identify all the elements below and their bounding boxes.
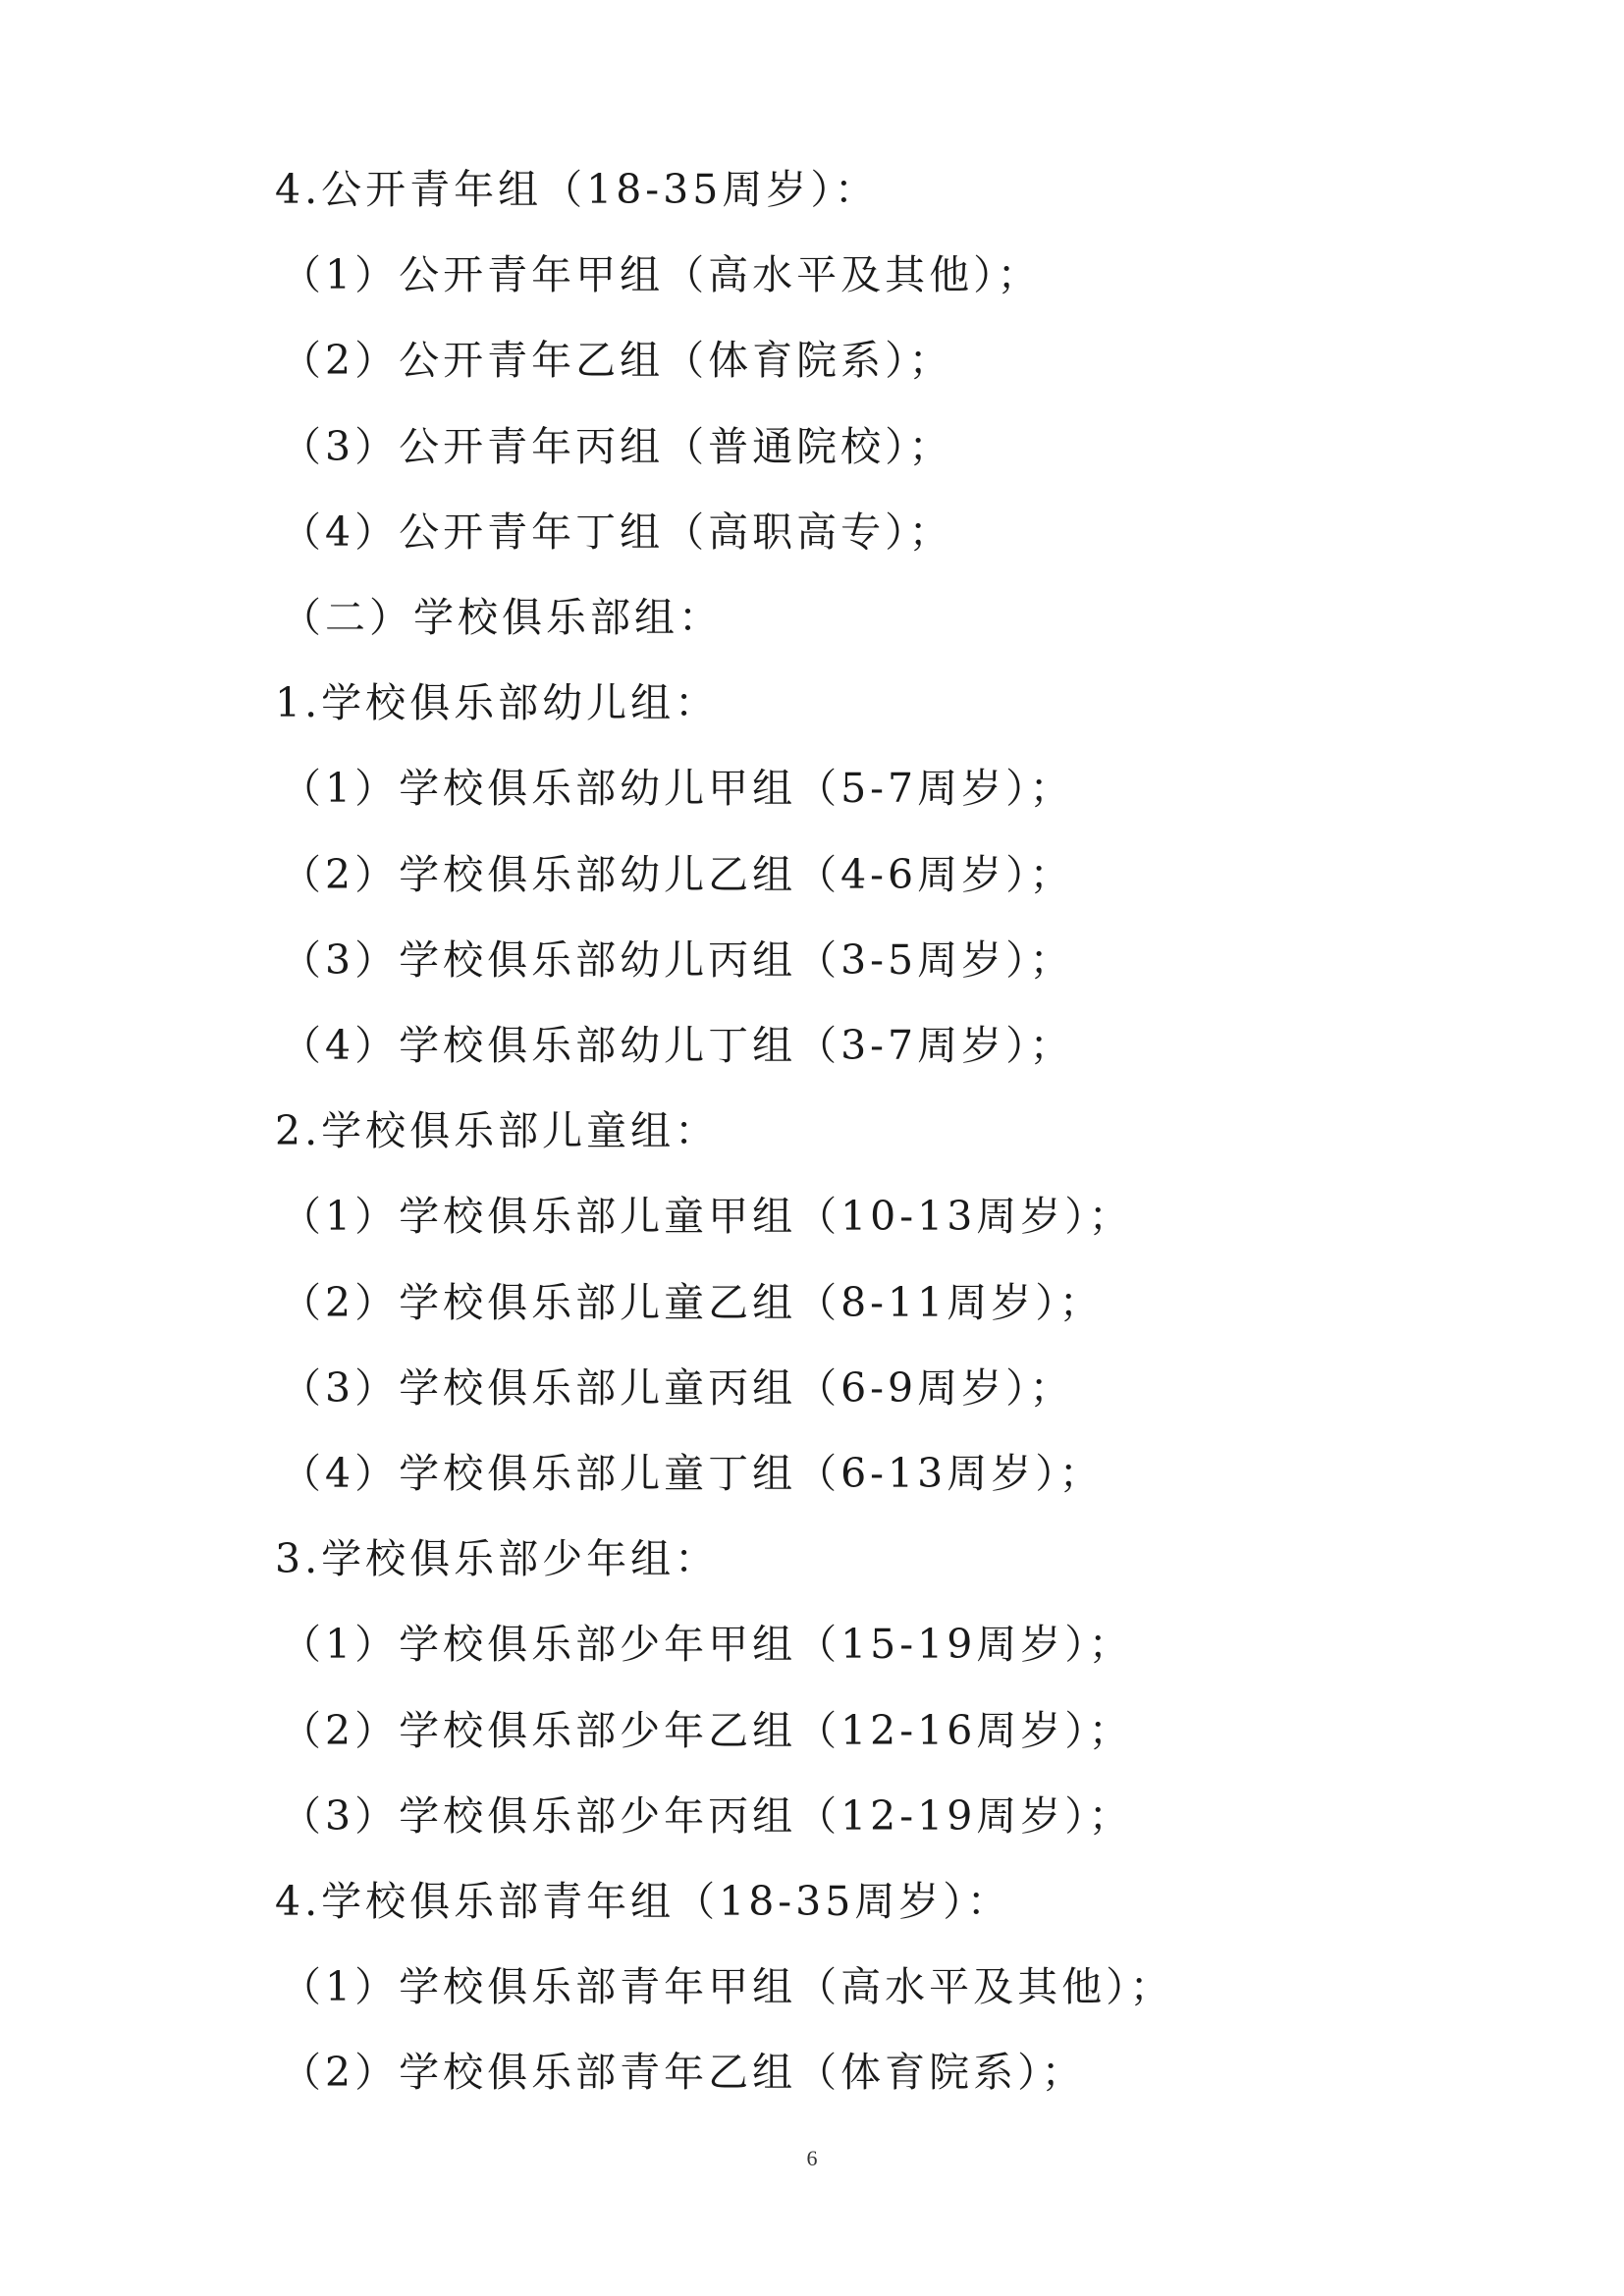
- document-line: （1）学校俱乐部儿童甲组（10-13周岁）；: [281, 1193, 1133, 1240]
- document-line: （2）学校俱乐部幼儿乙组（4-6周岁）；: [281, 851, 1074, 898]
- page-number: 6: [806, 2146, 818, 2170]
- document-line: 1.学校俱乐部幼儿组：: [275, 679, 720, 726]
- document-line: （1）学校俱乐部少年甲组（15-19周岁）；: [281, 1621, 1133, 1668]
- document-line: 4.学校俱乐部青年组（18-35周岁）：: [275, 1878, 1011, 1925]
- document-line: （2）公开青年乙组（体育院系）；: [281, 337, 953, 384]
- document-line: （2）学校俱乐部少年乙组（12-16周岁）；: [281, 1707, 1133, 1754]
- document-line: （3）学校俱乐部幼儿丙组（3-5周岁）；: [281, 936, 1074, 984]
- document-line: （2）学校俱乐部儿童乙组（8-11周岁）；: [281, 1279, 1104, 1326]
- document-line: （4）学校俱乐部儿童丁组（6-13周岁）；: [281, 1450, 1104, 1497]
- document-line: 3.学校俱乐部少年组：: [275, 1535, 720, 1582]
- document-line: （4）学校俱乐部幼儿丁组（3-7周岁）；: [281, 1022, 1074, 1069]
- document-line: （4）公开青年丁组（高职高专）；: [281, 508, 953, 556]
- document-line: 4.公开青年组（18-35周岁）：: [275, 166, 879, 213]
- document-line: （1）学校俱乐部幼儿甲组（5-7周岁）；: [281, 765, 1074, 812]
- document-line: （2）学校俱乐部青年乙组（体育院系）；: [281, 2049, 1086, 2096]
- document-line: （3）公开青年丙组（普通院校）；: [281, 423, 953, 470]
- document-line: （3）学校俱乐部少年丙组（12-19周岁）；: [281, 1792, 1133, 1840]
- document-line: （二）学校俱乐部组：: [281, 594, 723, 641]
- document-line: （1）公开青年甲组（高水平及其他）；: [281, 251, 1042, 298]
- document-line: （3）学校俱乐部儿童丙组（6-9周岁）；: [281, 1364, 1074, 1412]
- document-line: 2.学校俱乐部儿童组：: [275, 1107, 720, 1154]
- document-line: （1）学校俱乐部青年甲组（高水平及其他）；: [281, 1963, 1174, 2010]
